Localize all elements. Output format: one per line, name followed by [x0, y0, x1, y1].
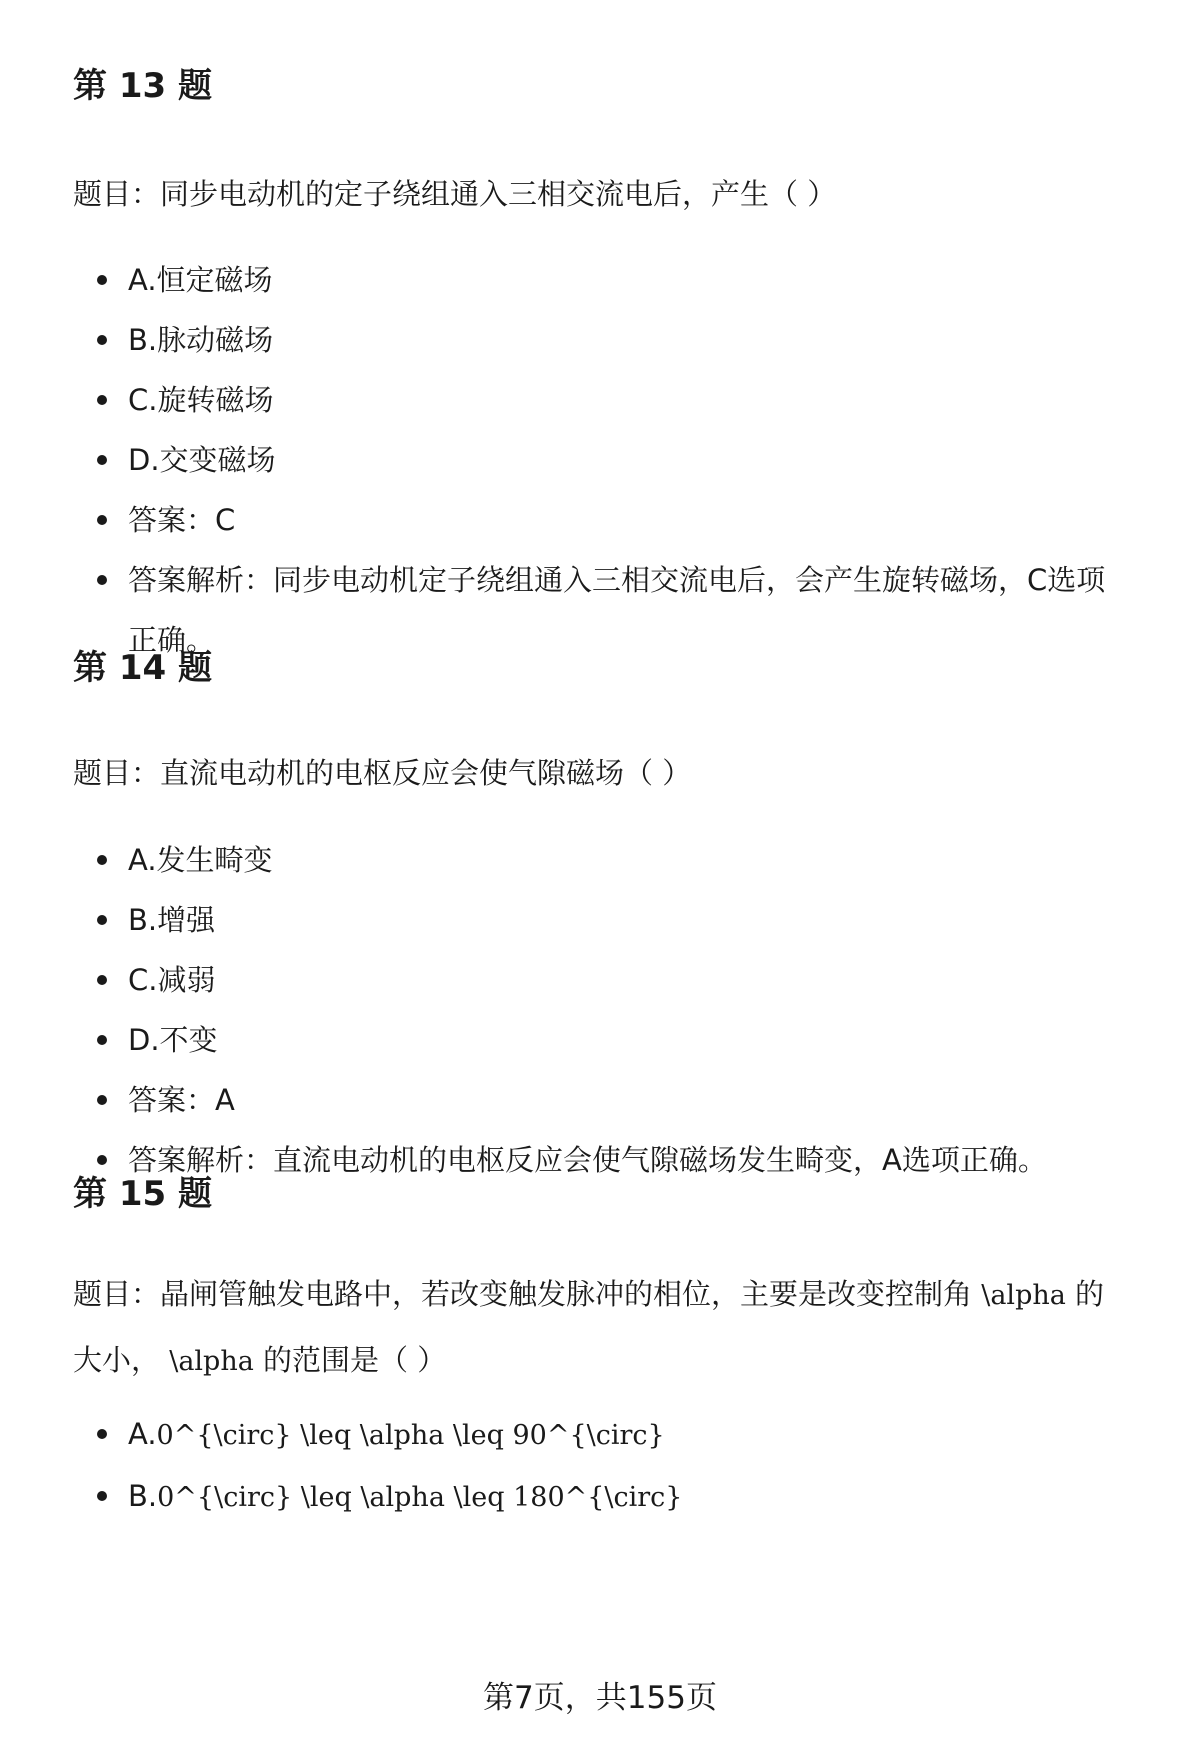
option-a — [73, 1404, 1133, 1466]
question-15-stem — [73, 1262, 1133, 1394]
option-b: B.增强 — [73, 890, 1133, 950]
option-c: C.旋转磁场 — [73, 370, 1133, 430]
answer: 答案：A — [73, 1070, 1133, 1130]
answer: 答案：C — [73, 490, 1133, 550]
question-13-options — [73, 250, 1133, 670]
option-math: 0^{\circ} \leq \alpha \leq 90^{\circ} — [156, 1420, 665, 1451]
stem-text: 的范围是（ ） — [253, 1343, 447, 1377]
question-13-stem: 题目：同步电动机的定子绕组通入三相交流电后，产生（ ） — [73, 177, 837, 211]
answer-analysis: 答案解析：直流电动机的电枢反应会使气隙磁场发生畸变，A选项正确。 — [73, 1130, 1133, 1190]
answer-analysis: 答案解析：同步电动机定子绕组通入三相交流电后，会产生旋转磁场，C选项正确。 — [73, 550, 1133, 670]
option-b: B.脉动磁场 — [73, 310, 1133, 370]
stem-text: 题目：晶闸管触发电路中，若改变触发脉冲的相位，主要是改变控制角 — [73, 1277, 982, 1311]
question-13-title: 第 13 题 — [73, 66, 212, 106]
option-math: 0^{\circ} \leq \alpha \leq 180^{\circ} — [157, 1482, 683, 1513]
question-14-title: 第 14 题 — [73, 648, 212, 688]
option-prefix: B. — [128, 1479, 158, 1513]
question-14-stem: 题目：直流电动机的电枢反应会使气隙磁场（ ） — [73, 756, 692, 790]
stem-text: 的大小， — [73, 1277, 1105, 1377]
option-d: D.交变磁场 — [73, 430, 1133, 490]
question-15-options — [73, 1404, 1133, 1528]
option-c: C.减弱 — [73, 950, 1133, 1010]
page-footer: 第7页，共155页 — [483, 1680, 717, 1716]
option-prefix: A. — [128, 1417, 157, 1451]
option-a: A.恒定磁场 — [73, 250, 1133, 310]
math-alpha: \alpha — [981, 1280, 1066, 1311]
option-a: A.发生畸变 — [73, 830, 1133, 890]
question-15-title: 第 15 题 — [73, 1174, 212, 1214]
option-b — [73, 1466, 1133, 1528]
option-d: D.不变 — [73, 1010, 1133, 1070]
question-14-options — [73, 830, 1133, 1190]
math-alpha: \alpha — [169, 1346, 254, 1377]
